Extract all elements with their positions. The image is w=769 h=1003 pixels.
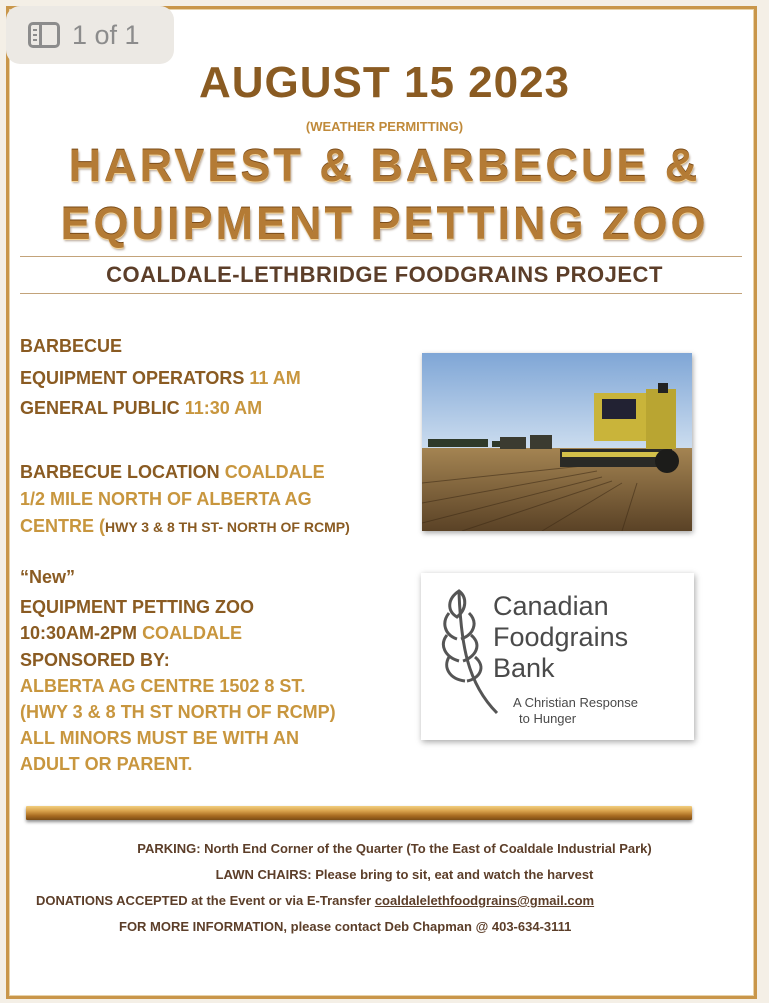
minors-line-2: ADULT OR PARENT. bbox=[20, 754, 193, 774]
combine-harvester-photo bbox=[422, 353, 692, 531]
contact-info: FOR MORE INFORMATION, please contact Deb Chapman @ 403-634-3111 bbox=[119, 919, 572, 934]
location-town: COALDALE bbox=[224, 462, 325, 482]
location-centre: CENTRE ( bbox=[20, 516, 105, 536]
event-date: AUGUST 15 2023 bbox=[198, 58, 571, 107]
project-name: COALDALE-LETHBRIDGE FOODGRAINS PROJECT bbox=[106, 262, 663, 287]
gold-divider-bar bbox=[26, 806, 692, 820]
location-label: BARBECUE LOCATION bbox=[20, 462, 220, 482]
new-tag: “New” bbox=[20, 567, 76, 587]
zoo-title: EQUIPMENT PETTING ZOO bbox=[20, 597, 255, 617]
location-line-1 bbox=[20, 462, 325, 483]
wheat-icon bbox=[439, 583, 501, 718]
logo-bank: Bank bbox=[493, 653, 555, 683]
parking-info: PARKING: North End Corner of the Quarter (To the East of Coaldale Industrial Park) bbox=[137, 841, 652, 856]
email-link[interactable]: coaldalelethfoodgrains@gmail.com bbox=[374, 893, 595, 908]
public-time: 11:30 AM bbox=[184, 398, 263, 418]
divider-bottom bbox=[20, 293, 742, 294]
location-address: HWY 3 & 8 TH ST- NORTH OF RCMP) bbox=[105, 519, 350, 535]
public-label: GENERAL PUBLIC bbox=[20, 398, 180, 418]
lawn-chairs-info: LAWN CHAIRS: Please bring to sit, eat and watch the harvest bbox=[215, 867, 594, 882]
logo-canadian: Canadian bbox=[493, 591, 609, 621]
sidebar-icon[interactable] bbox=[28, 22, 60, 48]
foodgrains-bank-logo bbox=[421, 573, 694, 740]
logo-tagline-1: A Christian Response bbox=[513, 695, 639, 710]
headline-line-2: EQUIPMENT PETTING ZOO bbox=[60, 198, 709, 249]
donations-info bbox=[36, 893, 736, 908]
sponsor-address: (HWY 3 & 8 TH ST NORTH OF RCMP) bbox=[20, 702, 336, 722]
operators-time: 11 AM bbox=[249, 368, 301, 388]
barbecue-heading: BARBECUE bbox=[20, 336, 123, 356]
location-line-3 bbox=[20, 516, 350, 537]
sponsored-by: SPONSORED BY: bbox=[20, 650, 170, 670]
zoo-time-line bbox=[20, 623, 242, 644]
logo-tagline-2: to Hunger bbox=[519, 711, 577, 726]
zoo-town: COALDALE bbox=[142, 623, 243, 643]
minors-line-1: ALL MINORS MUST BE WITH AN bbox=[20, 728, 299, 748]
zoo-time: 10:30AM-2PM bbox=[20, 623, 138, 643]
location-line-2: 1/2 MILE NORTH OF ALBERTA AG bbox=[20, 489, 312, 509]
headline-line-1: HARVEST & BARBECUE & bbox=[68, 140, 701, 191]
public-line bbox=[20, 398, 262, 419]
sponsor-name: ALBERTA AG CENTRE 1502 8 ST. bbox=[20, 676, 306, 696]
donations-text: DONATIONS ACCEPTED at the Event or via E-Transfer bbox=[36, 893, 372, 908]
logo-foodgrains: Foodgrains bbox=[493, 622, 629, 652]
weather-note: (WEATHER PERMITTING) bbox=[305, 119, 464, 134]
page-indicator[interactable] bbox=[6, 6, 174, 64]
page-count-label: 1 of 1 bbox=[72, 19, 140, 50]
operators-line bbox=[20, 368, 301, 389]
divider-top bbox=[20, 256, 742, 257]
operators-label: EQUIPMENT OPERATORS bbox=[20, 368, 245, 388]
